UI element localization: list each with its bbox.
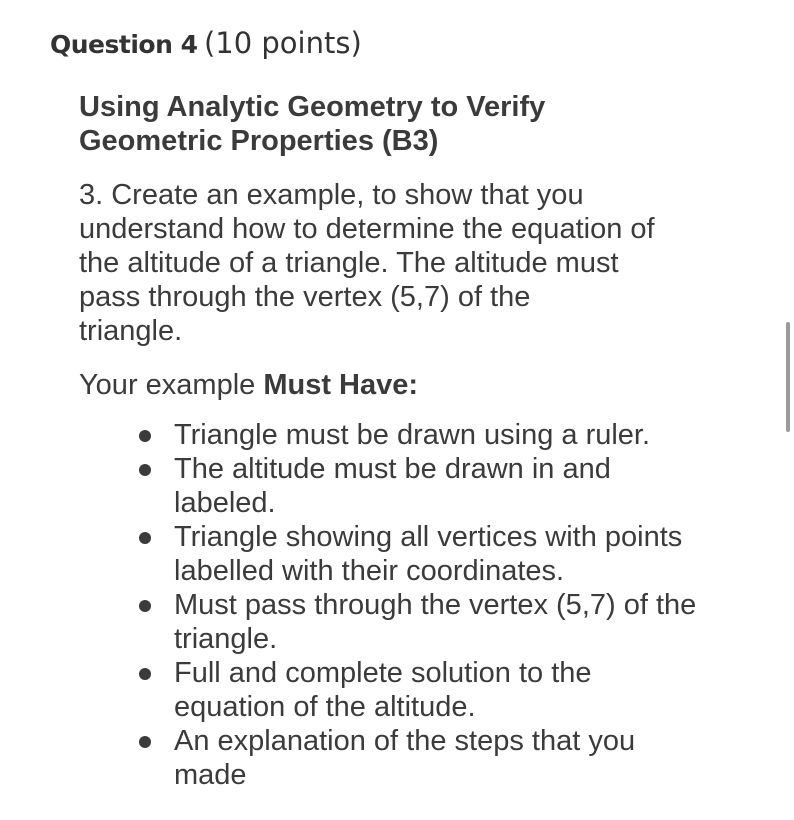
prompt-line: 3. Create an example, to show that you [79, 179, 584, 211]
requirement-item [174, 656, 779, 724]
requirements-intro-bold: Must Have: [263, 369, 419, 401]
requirement-line: The altitude must be drawn in and [174, 453, 611, 485]
requirement-line: Triangle must be drawn using a ruler. [174, 419, 651, 451]
bullet-icon [139, 600, 151, 612]
question-content [79, 90, 779, 792]
requirement-item [174, 520, 779, 588]
requirement-item [174, 724, 779, 792]
requirement-line: triangle. [174, 623, 278, 655]
requirement-line: Must pass through the vertex (5,7) of the [174, 589, 697, 621]
question-label: Question 4 [50, 30, 198, 59]
requirement-line: Triangle showing all vertices with points [174, 521, 683, 553]
requirement-line: Full and complete solution to the [174, 657, 592, 689]
requirement-line: labeled. [174, 487, 276, 519]
requirement-item [174, 418, 779, 452]
requirement-line: An explanation of the steps that you [174, 725, 636, 757]
question-header [50, 26, 362, 60]
requirement-line: made [174, 759, 247, 791]
section-title [79, 90, 779, 158]
bullet-icon [139, 736, 151, 748]
prompt-line: the altitude of a triangle. The altitude must [79, 247, 619, 279]
question-prompt [79, 178, 779, 348]
question-points: (10 points) [203, 26, 362, 60]
prompt-line: triangle. [79, 315, 183, 347]
requirements-intro [79, 368, 779, 402]
section-title-line: Geometric Properties (B3) [79, 125, 439, 157]
bullet-icon [139, 532, 151, 544]
requirement-line: labelled with their coordinates. [174, 555, 565, 587]
bullet-icon [139, 668, 151, 680]
requirements-list [79, 418, 779, 792]
requirements-intro-prefix: Your example [79, 369, 264, 401]
section-title-line: Using Analytic Geometry to Verify [79, 91, 546, 123]
requirement-item [174, 588, 779, 656]
prompt-line: understand how to determine the equation of [79, 213, 655, 245]
bullet-icon [139, 464, 151, 476]
bullet-icon [139, 430, 151, 442]
requirement-line: equation of the altitude. [174, 691, 476, 723]
requirement-item [174, 452, 779, 520]
vertical-scrollbar[interactable] [786, 322, 790, 432]
prompt-line: pass through the vertex (5,7) of the [79, 281, 531, 313]
